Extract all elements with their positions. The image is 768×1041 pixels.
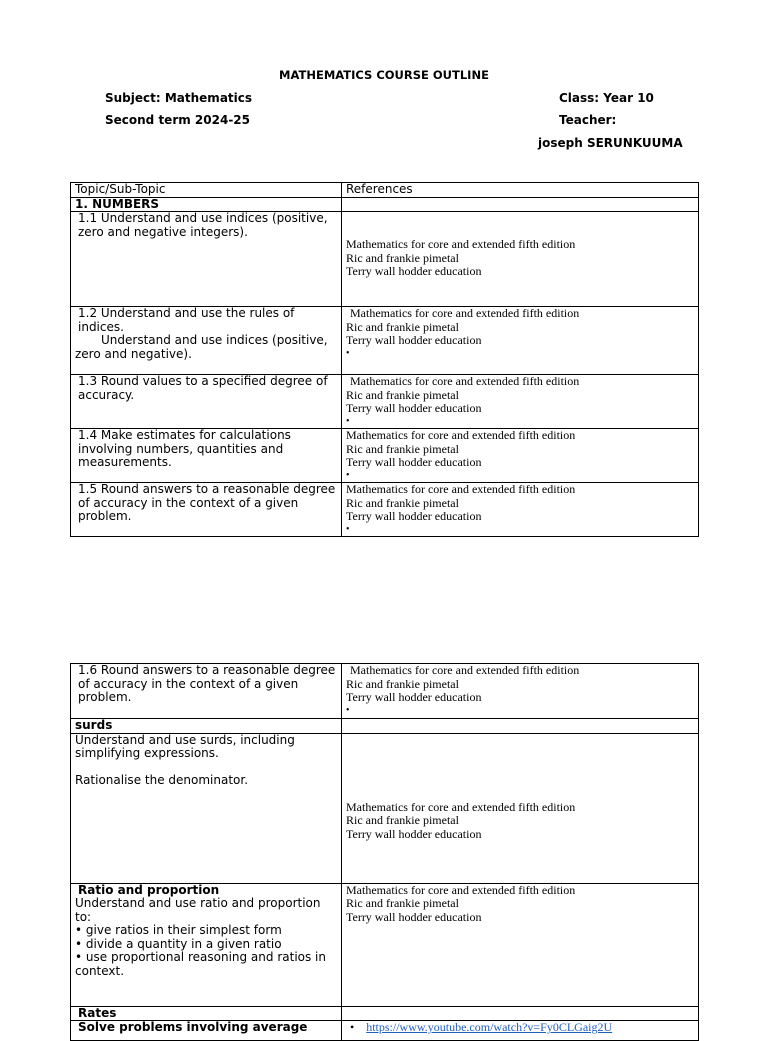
- reference-book: Mathematics for core and extended fifth edition: [346, 882, 576, 897]
- topic-text: • give ratios in their simplest form: [75, 923, 282, 937]
- table-row: [71, 429, 699, 483]
- topic-text: • divide a quantity in a given ratio: [75, 936, 282, 951]
- topic-cell: [71, 307, 342, 375]
- topic-text: 1.3 Round values to a specified degree of accuracy.: [78, 374, 328, 402]
- topic-text: Solve problems involving average: [78, 1020, 308, 1034]
- class-label: Class: Year 10: [559, 91, 654, 105]
- reference-cell: [342, 375, 699, 429]
- bullet-icon: •: [346, 415, 350, 427]
- topic-cell: [71, 375, 342, 429]
- reference-publisher: Terry wall hodder education: [346, 264, 482, 278]
- reference-cell: [342, 212, 699, 307]
- topic-text: 1.6 Round answers to a reasonable degree of accuracy in the context of a given problem.: [78, 663, 336, 704]
- section-refs-empty: [342, 197, 699, 212]
- column-header-topic: Topic/Sub-Topic: [71, 183, 342, 198]
- reference-book: Mathematics for core and extended fifth edition: [350, 374, 580, 388]
- section-refs-empty: [342, 1006, 699, 1021]
- reference-publisher: Terry wall hodder education: [346, 401, 482, 415]
- table-row: [71, 664, 699, 719]
- topic-text: • use proportional reasoning and ratios in context.: [75, 950, 326, 978]
- bullet-icon: •: [346, 704, 350, 716]
- course-table-2: [70, 663, 699, 1041]
- reference-publisher: Terry wall hodder education: [346, 826, 482, 841]
- reference-book: Mathematics for core and extended fifth edition: [350, 306, 580, 320]
- topic-cell: [71, 429, 342, 483]
- reference-cell: [342, 883, 699, 1006]
- reference-publisher: Terry wall hodder education: [346, 455, 482, 469]
- course-table-1: [70, 182, 699, 537]
- topic-text: zero and negative).: [75, 346, 192, 361]
- teacher-name: joseph SERUNKUUMA: [538, 136, 683, 150]
- reference-authors: Ric and frankie pimetal: [346, 250, 459, 265]
- topic-text: 1.4 Make estimates for calculations involving numbers, quantities and measurements.: [78, 428, 291, 469]
- topic-cell: [71, 883, 342, 1006]
- reference-cell: [342, 429, 699, 483]
- topic-cell: [71, 664, 342, 719]
- bullet-icon: •: [346, 523, 350, 535]
- section-heading-text: Rates: [78, 1005, 117, 1020]
- topic-text: Understand and use ratio and proportion to:: [75, 896, 321, 924]
- topic-cell: [71, 212, 342, 307]
- section-heading-numbers: 1. NUMBERS: [71, 197, 342, 212]
- table-row: [71, 307, 699, 375]
- term-label: Second term 2024-25: [105, 113, 251, 127]
- subject-label: Subject: Mathematics: [105, 91, 253, 105]
- bullet-icon: •: [350, 1020, 355, 1034]
- reference-authors: Ric and frankie pimetal: [346, 441, 459, 456]
- section-row: [71, 197, 699, 212]
- reference-cell: [342, 664, 699, 719]
- reference-cell: [342, 733, 699, 883]
- topic-text: 1.2 Understand and use the rules of indices.: [78, 306, 295, 334]
- topic-text: 1.5 Round answers to a reasonable degree of accuracy in the context of a given problem.: [78, 482, 336, 523]
- reference-book: Mathematics for core and extended fifth edition: [346, 428, 576, 442]
- reference-book: Mathematics for core and extended fifth edition: [350, 663, 580, 677]
- reference-book: Mathematics for core and extended fifth edition: [346, 799, 576, 814]
- table-row: [71, 883, 699, 1006]
- reference-publisher: Terry wall hodder education: [346, 333, 482, 347]
- reference-authors: Ric and frankie pimetal: [346, 676, 459, 691]
- section-row: [71, 719, 699, 734]
- reference-book: Mathematics for core and extended fifth edition: [346, 482, 576, 496]
- reference-authors: Ric and frankie pimetal: [346, 387, 459, 402]
- topic-text: Understand and use surds, including simplifying expressions.: [75, 732, 295, 760]
- section-refs-empty: [342, 719, 699, 734]
- reference-authors: Ric and frankie pimetal: [346, 495, 459, 510]
- section-row: [71, 1006, 699, 1021]
- reference-publisher: Terry wall hodder education: [346, 690, 482, 704]
- table-header-row: [71, 183, 699, 198]
- topic-cell: [71, 483, 342, 537]
- table-row: [71, 483, 699, 537]
- teacher-label: Teacher:: [559, 113, 617, 127]
- reference-authors: Ric and frankie pimetal: [346, 319, 459, 334]
- bullet-icon: •: [346, 347, 350, 359]
- column-header-references: References: [342, 183, 699, 198]
- reference-book: Mathematics for core and extended fifth edition: [346, 237, 576, 251]
- topic-cell: [71, 733, 342, 883]
- reference-cell: [342, 483, 699, 537]
- reference-publisher: Terry wall hodder education: [346, 509, 482, 523]
- topic-text: Understand and use indices (positive,: [101, 333, 328, 347]
- reference-link-item: [346, 1021, 694, 1035]
- table-row: [71, 212, 699, 307]
- reference-publisher: Terry wall hodder education: [346, 909, 482, 924]
- topic-heading-ratio: Ratio and proportion: [78, 882, 220, 897]
- topic-text: 1.1 Understand and use indices (positive, zero and negative integers).: [78, 211, 328, 239]
- table-row: [71, 375, 699, 429]
- reference-authors: Ric and frankie pimetal: [346, 896, 459, 910]
- table-row: [71, 733, 699, 883]
- section-heading-surds: surds: [71, 719, 342, 734]
- reference-cell: [342, 307, 699, 375]
- reference-authors: Ric and frankie pimetal: [346, 813, 459, 827]
- youtube-link[interactable]: https://www.youtube.com/watch?v=Fy0CLGaig2U: [366, 1020, 613, 1034]
- bullet-icon: •: [346, 469, 350, 481]
- section-heading-rates: [71, 1006, 342, 1021]
- document-title: MATHEMATICS COURSE OUTLINE: [279, 68, 489, 82]
- topic-text: Rationalise the denominator.: [75, 772, 249, 787]
